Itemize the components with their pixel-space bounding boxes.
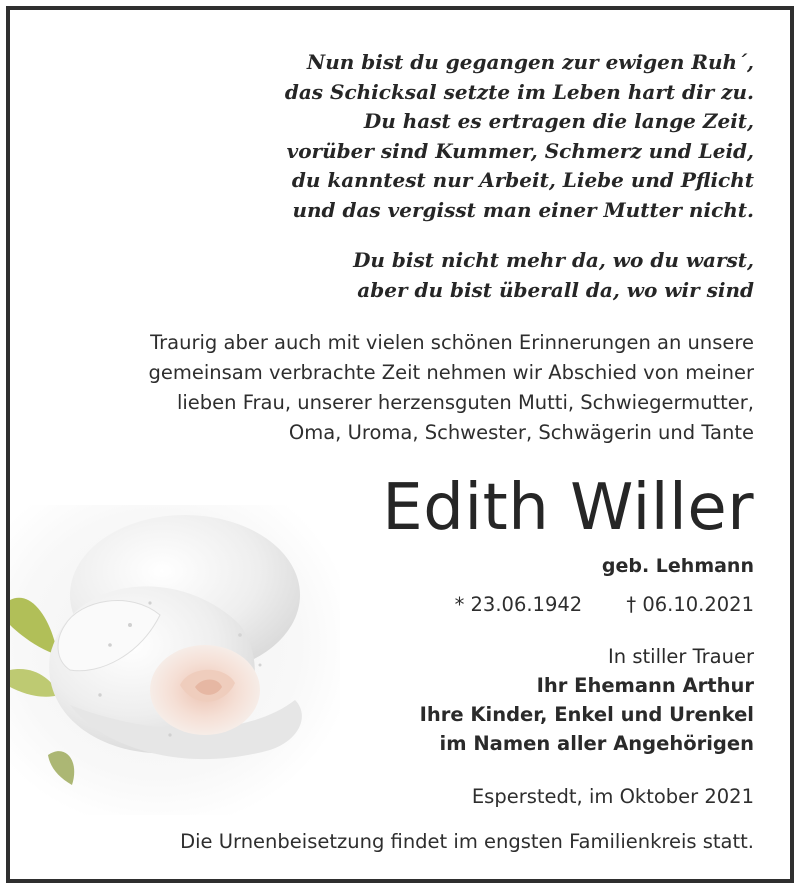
poem-stanza-2 [353, 246, 754, 305]
death-date: † 06.10.2021 [626, 593, 754, 616]
intro-text [34, 328, 754, 448]
maiden-name: geb. Lehmann [601, 555, 754, 577]
mourner-line: Ihr Ehemann Arthur [536, 674, 754, 697]
birth-date: * 23.06.1942 [454, 593, 583, 616]
poem-line: Nun bist du gegangen zur ewigen Ruh´, [306, 50, 754, 74]
poem-line: aber du bist überall da, wo wir sind [357, 277, 754, 302]
deceased-name: Edith Willer [382, 471, 754, 545]
intro-line: lieben Frau, unserer herzensguten Mutti, Schwiegermutter, [176, 391, 754, 414]
place-date: Esperstedt, im Oktober 2021 [471, 785, 754, 808]
mourner-line: Ihre Kinder, Enkel und Urenkel [419, 703, 754, 726]
poem-line: Du bist nicht mehr da, wo du warst, [353, 248, 754, 272]
poem-line: das Schicksal setzte im Leben hart dir zu. [284, 79, 754, 104]
poem-line: Du hast es ertragen die lange Zeit, [363, 109, 754, 133]
intro-line: gemeinsam verbrachte Zeit nehmen wir Abschied von meiner [148, 361, 754, 384]
burial-notice: Die Urnenbeisetzung findet im engsten Familienkreis statt. [180, 830, 754, 853]
intro-line: Oma, Uroma, Schwester, Schwägerin und Tante [288, 421, 754, 444]
mourner-line: im Namen aller Angehörigen [439, 732, 754, 755]
poem-line: vorüber sind Kummer, Schmerz und Leid, [286, 138, 754, 163]
poem-line: du kanntest nur Arbeit, Liebe und Pflicht [291, 168, 754, 192]
intro-line: Traurig aber auch mit vielen schönen Erinnerungen an unsere [150, 331, 754, 354]
poem-line: und das vergisst man einer Mutter nicht. [292, 197, 754, 222]
obituary-card [6, 6, 794, 883]
white-rose-image [10, 505, 340, 815]
mourners-heading: In stiller Trauer [608, 645, 754, 668]
life-dates [455, 593, 754, 616]
mourners [420, 642, 754, 758]
poem-stanza-1 [285, 48, 754, 225]
